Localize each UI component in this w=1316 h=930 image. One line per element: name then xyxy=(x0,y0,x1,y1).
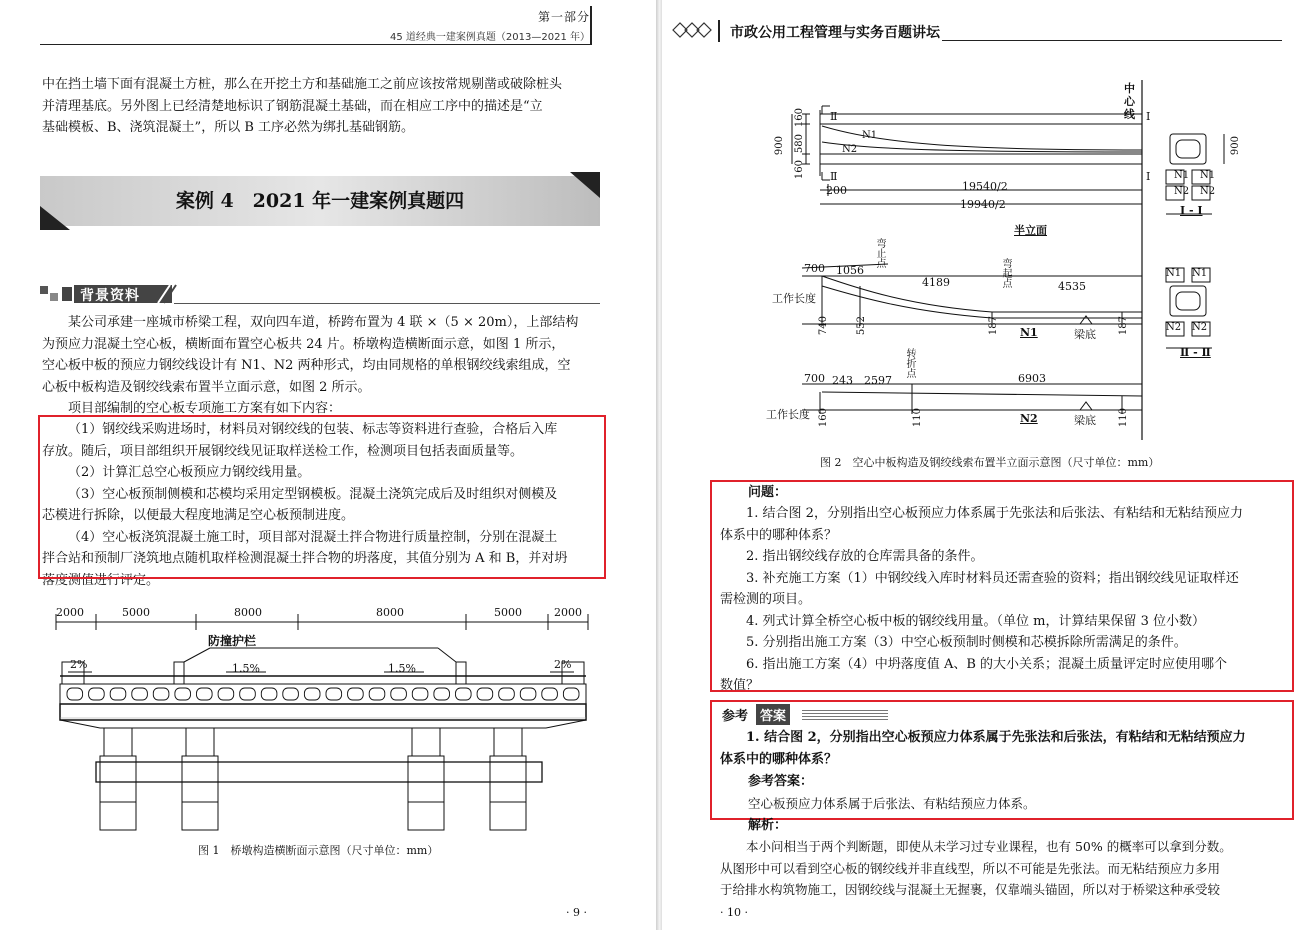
analysis-text xyxy=(720,836,1284,901)
fig2-section-1: Ⅰ - Ⅰ xyxy=(1180,204,1203,217)
slab-void xyxy=(499,688,515,700)
slab-void xyxy=(412,688,428,700)
intro-line: 基础模板、B、浇筑混凝土”，所以 B 工序必然为绑扎基础钢筋。 xyxy=(42,120,415,135)
slab-void xyxy=(520,688,536,700)
highlight-box xyxy=(38,415,606,579)
plan-line: （1）钢绞线采购进场时，材料员对钢绞线的包装、标志等资料进行查验，合格后入库 xyxy=(68,422,558,437)
analysis-line: 从图形中可以看到空心板的钢绞线并非直线型，所以不可能是先张法。而无粘结预应力多用 xyxy=(720,860,1221,876)
slab-holes xyxy=(67,688,579,700)
fig2-n2-dim: 700 xyxy=(804,372,825,385)
fig1-dim-1: 2000 xyxy=(56,606,84,619)
background-line: 心板中板构造及钢绞线索布置半立面示意，如图 2 所示。 xyxy=(42,379,371,395)
slab-void xyxy=(391,688,407,700)
right-page xyxy=(662,0,1316,930)
answer-question xyxy=(720,727,1284,770)
fig1-dim-6: 2000 xyxy=(554,606,582,619)
slab-void xyxy=(67,688,83,700)
plan-line: 芯模进行拆除，以便最大程度地满足空心板预制进度。 xyxy=(42,508,355,523)
question-line: 4. 列式计算全桥空心板中板的钢绞线用量。（单位 m，计算结果保留 3 位小数） xyxy=(746,613,1206,629)
section-rule xyxy=(174,303,600,304)
fig2-sec2-n1: N1 xyxy=(1166,268,1182,279)
question-line: 6. 指出施工方案（4）中坍落度值 A、B 的大小关系；混凝土质量评定时应使用哪个 xyxy=(746,656,1228,672)
plan-line: 拌合站和预制厂浇筑地点随机取样检测混凝土拌合物的坍落度，其值分别为 A 和 B，并对坍 xyxy=(42,551,568,566)
fig1-slope: 2% xyxy=(554,658,572,671)
slab-void xyxy=(434,688,450,700)
question-line: 3. 补充施工方案（1）中钢绞线入库时材料员还需查验的资料；指出钢绞线见证取样还 xyxy=(746,570,1239,586)
slab-void xyxy=(304,688,320,700)
fig2-n2-height: 110 xyxy=(1118,408,1129,428)
fig2-n2: N2 xyxy=(842,144,858,155)
slab-void xyxy=(456,688,472,700)
fig2-work-length: 工作长度 xyxy=(772,292,816,305)
background-line: 为预应力混凝土空心板，横断面布置空心板共 24 片。桥墩构造横断面示意，如图 1 所示， xyxy=(42,336,565,352)
fig2-beam-bottom: 梁底 xyxy=(1074,328,1096,341)
fig2-n1-label: N1 xyxy=(1020,326,1038,339)
section-label: 背景资料 xyxy=(80,288,140,304)
slab-void xyxy=(153,688,169,700)
slab-void xyxy=(110,688,126,700)
fig2-n2-dim: 2597 xyxy=(864,374,892,387)
fig2-dim-v: 160 xyxy=(794,160,805,180)
fig2-section-mark: Ⅱ xyxy=(830,170,838,183)
fig2-section-2: Ⅱ - Ⅱ xyxy=(1180,346,1211,359)
fig2-n2-dim: 243 xyxy=(832,374,853,387)
question-line: 体系中的哪种体系？ xyxy=(720,527,838,543)
fig2-sec1-n1: N1 xyxy=(1200,170,1216,181)
slab-void xyxy=(261,688,277,700)
fig2-n1-height: 187 xyxy=(1118,316,1129,336)
questions-title: 问题： xyxy=(748,485,788,500)
left-page xyxy=(0,0,656,930)
fig2-sec1-n2: N2 xyxy=(1174,186,1190,197)
fig2-sec2-n2: N2 xyxy=(1192,322,1208,333)
fig2-n2-height: 160 xyxy=(818,408,829,428)
analysis-line: 于给排水构筑物施工，因钢绞线与混凝土无握裹，仅靠端头锚固，所以对于桥梁这种承受较 xyxy=(720,882,1221,897)
fig2-section-mark: Ⅰ xyxy=(1146,110,1151,123)
plan-line: 落度测值进行评定。 xyxy=(42,572,160,588)
slab-void xyxy=(218,688,234,700)
fig2-n1-dim: 4189 xyxy=(922,276,950,289)
answer-tag-1: 参考 xyxy=(722,709,749,724)
slab-void xyxy=(326,688,342,700)
header-rule xyxy=(40,44,592,45)
background-line: 空心板中板的预应力钢绞线设计有 N1、N2 两种形式，均由同规格的单根钢绞线索组成，空 xyxy=(42,358,571,373)
slab-void xyxy=(563,688,579,700)
plan-line: （3）空心板预制侧模和芯模均采用定型钢模板。混凝土浇筑完成后及时组织对侧模及 xyxy=(68,486,558,502)
question-line: 1. 结合图 2，分别指出空心板预应力体系属于先张法和后张法、有粘结和无粘结预应力 xyxy=(746,506,1243,521)
answer-tag xyxy=(720,704,830,724)
fig2-n2-label: N2 xyxy=(1020,412,1038,425)
answer-tag-2: 答案 xyxy=(756,704,790,725)
fig2-dim-200: 200 xyxy=(826,184,847,197)
fig2-sec1-n1: N1 xyxy=(1174,170,1190,181)
slab-void xyxy=(240,688,256,700)
slab-void xyxy=(132,688,148,700)
fig2-sec2-n1: N1 xyxy=(1192,268,1208,279)
intro-paragraph xyxy=(42,74,602,139)
figure-1-drawing xyxy=(40,600,600,840)
fig2-n1-height: 552 xyxy=(856,316,867,336)
fig2-center-label: 中心线 xyxy=(1124,82,1135,121)
fig2-beam-bottom: 梁底 xyxy=(1074,414,1096,427)
background-line: 某公司承建一座城市桥梁工程，双向四车道，桥跨布置为 4 联 ×（5 × 20m），上部结构 xyxy=(68,315,579,330)
page-number: · 9 · xyxy=(566,906,587,919)
page-number: · 10 · xyxy=(720,906,748,919)
plan-line: （4）空心板浇筑混凝土施工时，项目部对混凝土拌合物进行质量控制，分别在混凝土 xyxy=(68,529,558,545)
slab-void xyxy=(175,688,191,700)
fig2-n1-height: 740 xyxy=(818,316,829,336)
header-pattern-icon xyxy=(672,22,712,38)
answer-question-line: 1. 结合图 2，分别指出空心板预应力体系属于先张法和后张法，有粘结和无粘结预应力 xyxy=(746,730,1246,745)
fig1-dim-2: 5000 xyxy=(122,606,150,619)
plan-line: 存放。随后，项目部组织开展钢绞线见证取样送检工作，检测项目包括表面质量等。 xyxy=(42,443,524,459)
fig2-n1-stop: 弯止点 xyxy=(874,238,885,268)
fig1-dim-5: 5000 xyxy=(494,606,522,619)
intro-line: 中在挡土墙下面有混凝土方桩，那么在开挖土方和基础施工之前应该按常规剔凿或破除桩头 xyxy=(42,77,563,92)
fig1-slope: 2% xyxy=(70,658,88,671)
fig2-caption: 图 2 空心中板构造及钢绞线索布置半立面示意图（尺寸单位：mm） xyxy=(820,456,1160,469)
intro-line: 并清理基底。另外图上已经清楚地标识了钢筋混凝土基础，而在相应工序中的描述是“立 xyxy=(42,98,543,114)
fig2-n1-height: 187 xyxy=(988,316,999,336)
fig2-section-mark: Ⅱ xyxy=(830,110,838,123)
fig1-caption: 图 1 桥墩构造横断面示意图（尺寸单位：mm） xyxy=(198,844,439,857)
plan-line: （2）计算汇总空心板预应力钢绞线用量。 xyxy=(68,465,311,480)
header-bar xyxy=(590,6,592,44)
fig2-dim-19940: 19940/2 xyxy=(960,198,1006,211)
ref-answer-label: 参考答案： xyxy=(748,774,814,789)
question-line: 2. 指出钢绞线存放的仓库需具备的条件。 xyxy=(746,549,984,564)
fig1-slope: 1.5% xyxy=(232,662,260,675)
question-line: 需检测的项目。 xyxy=(720,592,812,607)
fig1-slope: 1.5% xyxy=(388,662,416,675)
background-line: 项目部编制的空心板专项施工方案有如下内容： xyxy=(68,401,342,416)
fig1-guardrail-label: 防撞护栏 xyxy=(208,634,257,648)
header-title: 市政公用工程管理与实务百题讲坛 xyxy=(730,25,940,41)
header-rule xyxy=(942,40,1282,41)
fig2-dim-v: 160 xyxy=(794,108,805,128)
slab-void xyxy=(477,688,493,700)
fig2-n2-dim: 6903 xyxy=(1018,372,1046,385)
fig2-dim-v: 580 xyxy=(794,134,805,154)
fig2-dim-19540: 19540/2 xyxy=(962,180,1008,193)
header-bar xyxy=(718,20,720,42)
case-title: 案例 4 2021 年一建案例真题四 xyxy=(175,190,465,212)
analysis-label: 解析： xyxy=(748,818,788,833)
fig2-n1: N1 xyxy=(862,130,878,141)
slab-void xyxy=(369,688,385,700)
fig2-n2-height: 110 xyxy=(912,408,923,428)
answer-tag-decoration xyxy=(802,708,888,720)
fig1-dim-3: 8000 xyxy=(234,606,262,619)
fig2-dim-900: 900 xyxy=(1230,136,1241,156)
fig2-n2-turn: 转折点 xyxy=(904,348,915,378)
fig2-half-elevation: 半立面 xyxy=(1014,224,1047,237)
case-banner xyxy=(40,172,600,230)
question-line: 数值？ xyxy=(720,678,760,693)
fig2-work-length: 工作长度 xyxy=(766,408,810,421)
header-part: 第一部分 xyxy=(537,10,590,24)
question-line: 5. 分别指出施工方案（3）中空心板预制时侧模和芯模拆除所需满足的条件。 xyxy=(746,635,1187,650)
fig2-dim-v: 900 xyxy=(774,136,785,156)
slab-void xyxy=(542,688,558,700)
ref-answer-text: 空心板预应力体系属于后张法、有粘结预应力体系。 xyxy=(748,796,1036,811)
fig2-sec1-n2: N2 xyxy=(1200,186,1216,197)
answer-question-line: 体系中的哪种体系？ xyxy=(720,751,838,767)
fig2-section-mark: Ⅰ xyxy=(1146,170,1151,183)
analysis-line: 本小问相当于两个判断题，即使从未学习过专业课程，也有 50% 的概率可以拿到分数。 xyxy=(746,839,1232,854)
questions-list xyxy=(720,503,1284,697)
slab-void xyxy=(348,688,364,700)
fig2-sec2-n2: N2 xyxy=(1166,322,1182,333)
slab-void xyxy=(283,688,299,700)
slab-void xyxy=(197,688,213,700)
fig2-n1-start: 弯起点 xyxy=(1000,258,1011,288)
section-header xyxy=(40,283,600,305)
fig1-dim-4: 8000 xyxy=(376,606,404,619)
fig2-n1-dim: 4535 xyxy=(1058,280,1086,293)
header-title: 45 道经典一建案例真题（2013—2021 年） xyxy=(390,32,590,43)
fig2-n1-dim: 1056 xyxy=(836,264,864,277)
slab-void xyxy=(89,688,105,700)
fig2-n1-dim: 700 xyxy=(804,262,825,275)
background-paragraph xyxy=(42,312,602,420)
